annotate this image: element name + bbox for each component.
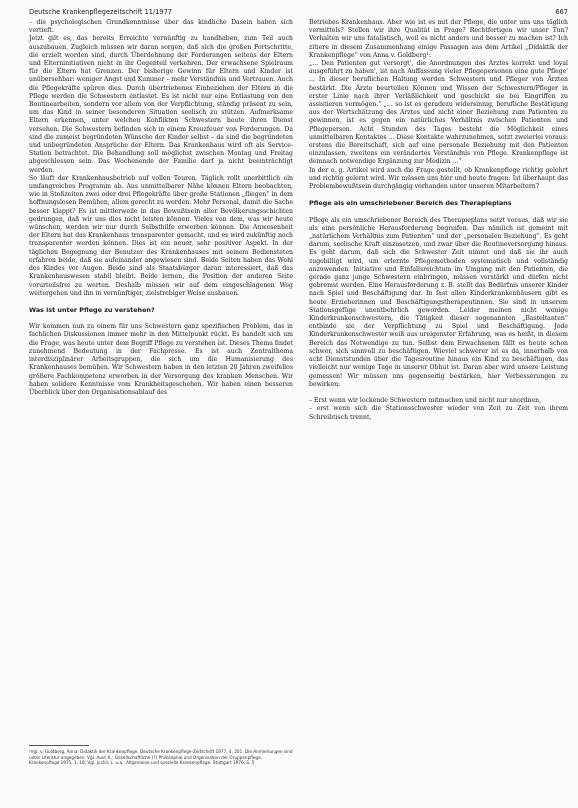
journal-title: Deutsche Krankenpflegezeitschrift 11/1977 bbox=[29, 8, 172, 16]
paragraph: In der o. g. Artikel wird auch die Frage gestellt, ob Krankenpflege richtig gelehrt und richtig gelernt wird. Wir müssen uns hier und heute fragen: Ist überhaupt das Problembewußtsein durchgängig vorhanden unter unseren Mitarbeitern? bbox=[309, 166, 568, 191]
section-heading: Pflege als ein umschriebener Bereich des Therapieplans bbox=[309, 199, 512, 208]
paragraph: Betriebes Krankenhaus. Aber wie ist es mit der Pflege, die unter uns uns täglich vermittels? Stellen wir ihre Qualität in Frage? Rechtfertigen wir unser Tun? Verhalten wir uns fatalistisch, weil es nicht anders und besser zu machen ist? Ich zitiere in diesem Zusammenhang einige Passagen aus dem Artikel „Didaktik der Krankenpflege“ von Anna v. Goldberg¹: bbox=[309, 19, 568, 59]
section-heading: Was ist unter Pflege zu verstehen? bbox=[29, 306, 155, 315]
quote-paragraph: „... Den Patienten gut versorgt', die Anordnungen des Arztes korrekt und loyal ausgeführt zu haben', ist nach Auffassung vieler Pflegepersonen eine gute Pflege' ... In dieser beruflichen Haltung werden Schwestern und Pfleger von Ärzten bestärkt. Die Ärzte beurteilen Können und Wissen der Schwestern/Pfleger in erster Linie nach ihrer Verläßlichkeit und geschickt sie bei Eingriffen zu assistieren vermögen.“ „... so ist es geradezu widersinnig, berufliche Bestätigung aus der Wertschätzung des Arztes und nicht einer Beziehung zum Patienten zu gewinnen, ist es gegen ein natürliches Verhältnis zwischen Patienten und Pflegeperson. Acht Stunden des Tages besteht die Möglichkeit eines unmittelbaren Kontaktes ... Diese Kontakte wahrzunehmen, setzt zweierlei voraus: erstens die Bereitschaft, sich auf eine personale Beziehung mit den Patienten einzulassen, zweitens ein verändertes Verständnis von Pflege. Krankenpflege ist demnach notwendige Ergänzung zur Medizin ...“ bbox=[309, 60, 568, 166]
footnote-rule bbox=[29, 745, 89, 746]
right-column bbox=[309, 19, 568, 422]
paragraph: Jetzt gilt es, das bereits Erreichte vernünftig zu handhaben, zum Teil auch auszubauen. Zugleich müssen wir daran sorgen, daß sich die großen Fortschritte, die erzielt worden sind, durch Überdehnung der Forderungen seitens der Eltern und Elterninitiativen nicht in ihr Gegenteil verkehren. Der erwachsene Spielraum für die Eltern hat Grenzen. Der bisherige Gewinn für Eltern und Kinder ist unübersehbar: weniger Angst und Kummer – mehr Verständnis und Vertrauen. Auch die Pflegekräfte spüren dies. Durch übertriebenes Einbeziehen der Eltern in die Pflege werden die Schwestern entlastet. Es ist nicht nur eine Entlastung von den Routinearbeiten, sondern vor allem von der Verpflichtung, ständig präsent zu sein, um das Kind in seiner besonderen Situation seelisch zu stützen. Aufmerksame Eltern erkennen, unter welchen Konflikten Schwestern heute ihren Dienst versehen. Die Schwestern befinden sich in einem Kreuzfeuer von Forderungen. Da sind die zumeist begründeten Wünsche der Kinder selbst – da sind die begründeten und unbegründeten Ansprüche der Eltern. Das Krankenhaus wird oft als Service-Station betrachtet. Die Behandlung soll möglichst zwischen Montag und Freitag abgeschlossen sein. Das Wochenende der Familie darf ja nicht beeinträchtigt werden. bbox=[29, 35, 293, 174]
page-number: 667 bbox=[555, 8, 568, 16]
paragraph: So läuft der Krankenhausbetrieb auf vollen Touren. Täglich rollt unerbittlich ein umfangreiches Programm ab. Aus unmittelbarer Nähe können Eltern beobachten, wie in Stoßzeiten zwei oder drei Pflegekräfte über große Stationen „fliegen“ in dem hoffnungslosen Bemühen, allem gerecht zu werden. Mehr Personal, damit die Sache besser klappt? Es ist mittlerweile in das Bewußtsein aller Bevölkerungsschichten gedrungen, daß wir uns dies nicht leisten können. Vieles von dem, was wir heute wünschen, werden wir nur durch Selbsthilfe erwerben können. Die Anwesenheit der Eltern hat das Krankenhaus transparenter gemacht, und es wird zukünftig noch transparenter werden können. Dies ist ein neuer, sehr positiver Aspekt. In der täglichen Begegnung der Benutzer des Krankenhauses mit seinem Bediensteten erfahren beide, daß sie aufeinander angewiesen sind. Beide Seiten haben das Wohl des Kindes vor Augen. Beide sind als Staatsbürger daran interessiert, daß das Krankenhauswesen stabil bleibt. Beide lernen, die Position der anderen Seite vorurteilsfrei zu werten. Deshalb müssen wir auf dem eingeschlagenen Weg weitergehen und ihn in vernünftiger, zielstrebiger Weise ausbauen. bbox=[29, 174, 293, 297]
list-item: – erst wenn sich die Stationsschwester wieder von Zeit zu Zeit von ihrem Schreibtisch trennt, bbox=[309, 405, 568, 421]
paragraph: Pflege als ein umschriebener Bereich des Therapieplans setzt voraus, daß wir sie als eine persönliche Herausforderung begreifen. Das nämlich ist gemeint mit „natürlichem Verhältnis zum Patienten“ und der „personalen Beziehung“. Es geht darum, seelische Kraft einzusetzen, und zwar über die Routineversorgung hinaus. Es geht darum, daß sich die Schwester Zeit nimmt und daß sie ihr auch zugebilligt wird, um erlernte Pflegemethoden systematisch und vollständig anzuwenden. Initiative und Einfallsreichtum im Umgang mit den Patienten, die gerade ganz junge Schwestern einbringen, müssen verstärkt und dürfen nicht gebremst werden. Eine Herausforderung z. B. stellt das Bedürfnis unserer Kinder nach Spiel und Beschäftigung dar. In fast allen Kinderkrankenhäusern gibt es heute Erzieherinnen und Beschäftigungstherapeutinnen. Sie sind in unserem Stationsgefüge unentbehrlich geworden. Leider meinen nicht wenige Kinderkrankenschwestern, die Tätigkeit dieser sogenannten „Basteltanten“ entbinde sie der Verpflichtung zu Spiel und Beschäftigung. Jede Kinderkrankenschwester weiß aus ureigenster Erfahrung, was es heißt, in diesem Bereich das Notwendige zu tun. Selbst dem Erwachsenen fällt es heute schon schwer, sich sinnvoll zu beschäftigen. Wieviel schwerer ist es da, innerhalb von acht Dienststunden über die Tagesroutine hinaus ein Kind zu beschäftigen, das vielleicht nur wenige Tage in unserer Obhut ist. Daran aber wird unsere Leistung gemessen! Wir müssen uns gegenseitig bestärken, hier Verbesserungen zu bewirken: bbox=[309, 216, 568, 388]
paragraph: Wir kommen nun zu einem für uns Schwestern ganz spezifischen Problem, das in fachlichen Diskussionen immer mehr in den Mittelpunkt rückt. Es handelt sich um die Frage, was heute unter dem Begriff Pflege zu verstehen ist. Dieses Thema findet zunehmend Bedeutung in der Fachpresse. Es ist auch Zentralthema interdisziplinärer Arbeitsgruppen, die sich um die Humanisierung des Krankenhauses bemühen. Wir Schwestern haben in den letzten 20 Jahren zweifellos größere Fachkompetenz erworben in der Versorgung des kranken Menschen. Wir haben solidere Kenntnisse vom Krankheitsgeschehen. Wir haben einen besseren Überblick über den Organisationsablauf des bbox=[29, 323, 293, 396]
footnote: ¹Vgl. v. Goldberg, Anna: Didaktik der Krankenpflege. Deutsche Krankenpflege-Zeitschrift 1977, 4, 201. Die Anmerkungen sind unter Literatur angegeben. Vgl. Ausf. K.: Gesellschaftliche (?) Philosophie und Organisation der Gruppenpflege. Krankenpflege 1975, 1, 16; Vgl. Juchli, L. u.a.: Allgemeine und spezielle Krankenpflege. Stuttgart 1976, S. 5 bbox=[29, 749, 293, 766]
left-column bbox=[29, 19, 293, 397]
list-item: – Erst wenn wir lockende Schwestern mitmachen und nicht nur anordnen, bbox=[309, 397, 542, 405]
paragraph: – die psychologischen Grundkenntnisse über das kindliche Dasein haben sich vertieft. bbox=[29, 19, 293, 35]
